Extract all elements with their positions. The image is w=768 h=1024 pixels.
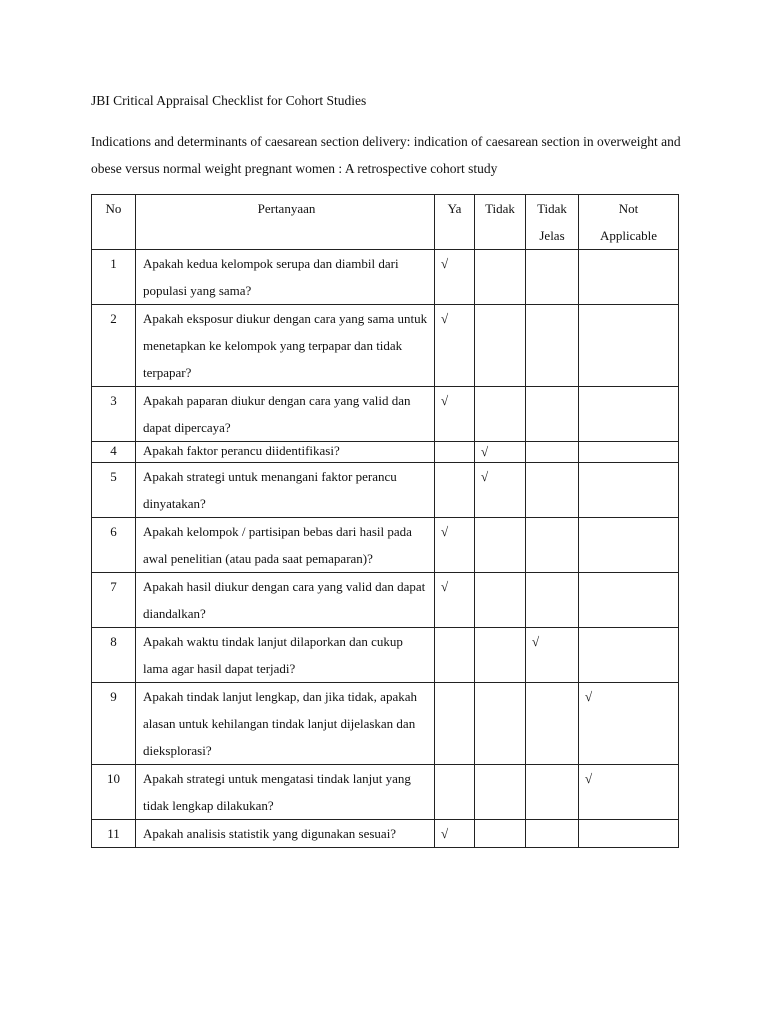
row-question: Apakah tindak lanjut lengkap, dan jika tidak, apakah alasan untuk kehilangan tindak lanjut dijelaskan dan dieksplorasi? bbox=[136, 683, 435, 765]
cell-tidak-jelas bbox=[526, 573, 579, 628]
document-subtitle: Indications and determinants of caesarean section delivery: indication of caesarean section in overweight and obese versus normal weight pregnant women : A retrospective cohort study bbox=[91, 134, 681, 176]
table-row bbox=[92, 573, 679, 628]
cell-tidak-jelas bbox=[526, 442, 579, 463]
check-mark: √ bbox=[532, 634, 540, 649]
table-header-row bbox=[92, 195, 679, 250]
check-mark: √ bbox=[441, 524, 449, 539]
cell-not-applicable bbox=[579, 765, 679, 820]
check-mark: √ bbox=[441, 256, 449, 271]
check-mark: √ bbox=[441, 393, 449, 408]
header-tidak: Tidak bbox=[475, 195, 526, 250]
cell-tidak-jelas bbox=[526, 250, 579, 305]
table-row bbox=[92, 683, 679, 765]
cell-tidak bbox=[475, 463, 526, 518]
appraisal-checklist-table bbox=[91, 194, 679, 848]
header-not-applicable-line-1: Not bbox=[618, 201, 639, 216]
row-question: Apakah kelompok / partisipan bebas dari hasil pada awal penelitian (atau pada saat pemaparan)? bbox=[136, 518, 435, 573]
cell-not-applicable bbox=[579, 250, 679, 305]
table-row bbox=[92, 628, 679, 683]
row-number: 11 bbox=[92, 820, 136, 848]
table-row bbox=[92, 442, 679, 463]
check-mark: √ bbox=[481, 444, 489, 459]
header-no: No bbox=[92, 195, 136, 250]
cell-ya bbox=[435, 387, 475, 442]
cell-tidak-jelas bbox=[526, 305, 579, 387]
row-question: Apakah kedua kelompok serupa dan diambil dari populasi yang sama? bbox=[136, 250, 435, 305]
cell-ya bbox=[435, 765, 475, 820]
cell-ya bbox=[435, 573, 475, 628]
cell-ya bbox=[435, 442, 475, 463]
header-ya: Ya bbox=[435, 195, 475, 250]
cell-not-applicable bbox=[579, 305, 679, 387]
check-mark: √ bbox=[585, 771, 593, 786]
cell-not-applicable bbox=[579, 573, 679, 628]
cell-tidak bbox=[475, 250, 526, 305]
row-question: Apakah hasil diukur dengan cara yang valid dan dapat diandalkan? bbox=[136, 573, 435, 628]
check-mark: √ bbox=[441, 311, 449, 326]
check-mark: √ bbox=[441, 579, 449, 594]
table-row bbox=[92, 463, 679, 518]
cell-ya bbox=[435, 305, 475, 387]
row-number: 1 bbox=[92, 250, 136, 305]
cell-tidak bbox=[475, 387, 526, 442]
row-question: Apakah waktu tindak lanjut dilaporkan dan cukup lama agar hasil dapat terjadi? bbox=[136, 628, 435, 683]
table-row bbox=[92, 387, 679, 442]
table-row bbox=[92, 250, 679, 305]
row-number: 8 bbox=[92, 628, 136, 683]
header-tidak-jelas-line-2: Jelas bbox=[539, 228, 565, 243]
table-row bbox=[92, 518, 679, 573]
check-mark: √ bbox=[481, 469, 489, 484]
cell-tidak bbox=[475, 573, 526, 628]
cell-tidak bbox=[475, 518, 526, 573]
header-not-applicable bbox=[579, 195, 679, 250]
cell-tidak bbox=[475, 820, 526, 848]
row-question: Apakah analisis statistik yang digunakan sesuai? bbox=[136, 820, 435, 848]
cell-ya bbox=[435, 518, 475, 573]
cell-tidak-jelas bbox=[526, 683, 579, 765]
cell-tidak-jelas bbox=[526, 463, 579, 518]
cell-not-applicable bbox=[579, 628, 679, 683]
document-title: JBI Critical Appraisal Checklist for Cohort Studies bbox=[91, 93, 367, 108]
cell-ya bbox=[435, 683, 475, 765]
table-row bbox=[92, 820, 679, 848]
table-row bbox=[92, 305, 679, 387]
row-number: 2 bbox=[92, 305, 136, 387]
row-number: 7 bbox=[92, 573, 136, 628]
cell-not-applicable bbox=[579, 463, 679, 518]
header-question: Pertanyaan bbox=[136, 195, 435, 250]
row-question: Apakah strategi untuk menangani faktor perancu dinyatakan? bbox=[136, 463, 435, 518]
cell-not-applicable bbox=[579, 518, 679, 573]
cell-ya bbox=[435, 463, 475, 518]
header-tidak-jelas-line-1: Tidak bbox=[537, 201, 567, 216]
row-question: Apakah paparan diukur dengan cara yang valid dan dapat dipercaya? bbox=[136, 387, 435, 442]
header-not-applicable-line-2: Applicable bbox=[599, 228, 658, 243]
cell-tidak bbox=[475, 628, 526, 683]
cell-tidak-jelas bbox=[526, 820, 579, 848]
row-number: 6 bbox=[92, 518, 136, 573]
cell-tidak-jelas bbox=[526, 765, 579, 820]
row-number: 10 bbox=[92, 765, 136, 820]
cell-not-applicable bbox=[579, 387, 679, 442]
cell-not-applicable bbox=[579, 683, 679, 765]
cell-tidak bbox=[475, 442, 526, 463]
cell-tidak bbox=[475, 765, 526, 820]
cell-tidak-jelas bbox=[526, 387, 579, 442]
cell-not-applicable bbox=[579, 442, 679, 463]
table-row bbox=[92, 765, 679, 820]
row-question: Apakah strategi untuk mengatasi tindak lanjut yang tidak lengkap dilakukan? bbox=[136, 765, 435, 820]
cell-ya bbox=[435, 250, 475, 305]
row-number: 3 bbox=[92, 387, 136, 442]
row-number: 5 bbox=[92, 463, 136, 518]
check-mark: √ bbox=[441, 826, 449, 841]
cell-tidak bbox=[475, 305, 526, 387]
cell-tidak-jelas bbox=[526, 628, 579, 683]
row-question: Apakah eksposur diukur dengan cara yang sama untuk menetapkan ke kelompok yang terpapar dan tidak terpapar? bbox=[136, 305, 435, 387]
cell-tidak bbox=[475, 683, 526, 765]
cell-ya bbox=[435, 820, 475, 848]
cell-not-applicable bbox=[579, 820, 679, 848]
header-tidak-jelas bbox=[526, 195, 579, 250]
row-number: 9 bbox=[92, 683, 136, 765]
cell-tidak-jelas bbox=[526, 518, 579, 573]
row-question: Apakah faktor perancu diidentifikasi? bbox=[136, 442, 435, 463]
cell-ya bbox=[435, 628, 475, 683]
check-mark: √ bbox=[585, 689, 593, 704]
row-number: 4 bbox=[92, 442, 136, 463]
